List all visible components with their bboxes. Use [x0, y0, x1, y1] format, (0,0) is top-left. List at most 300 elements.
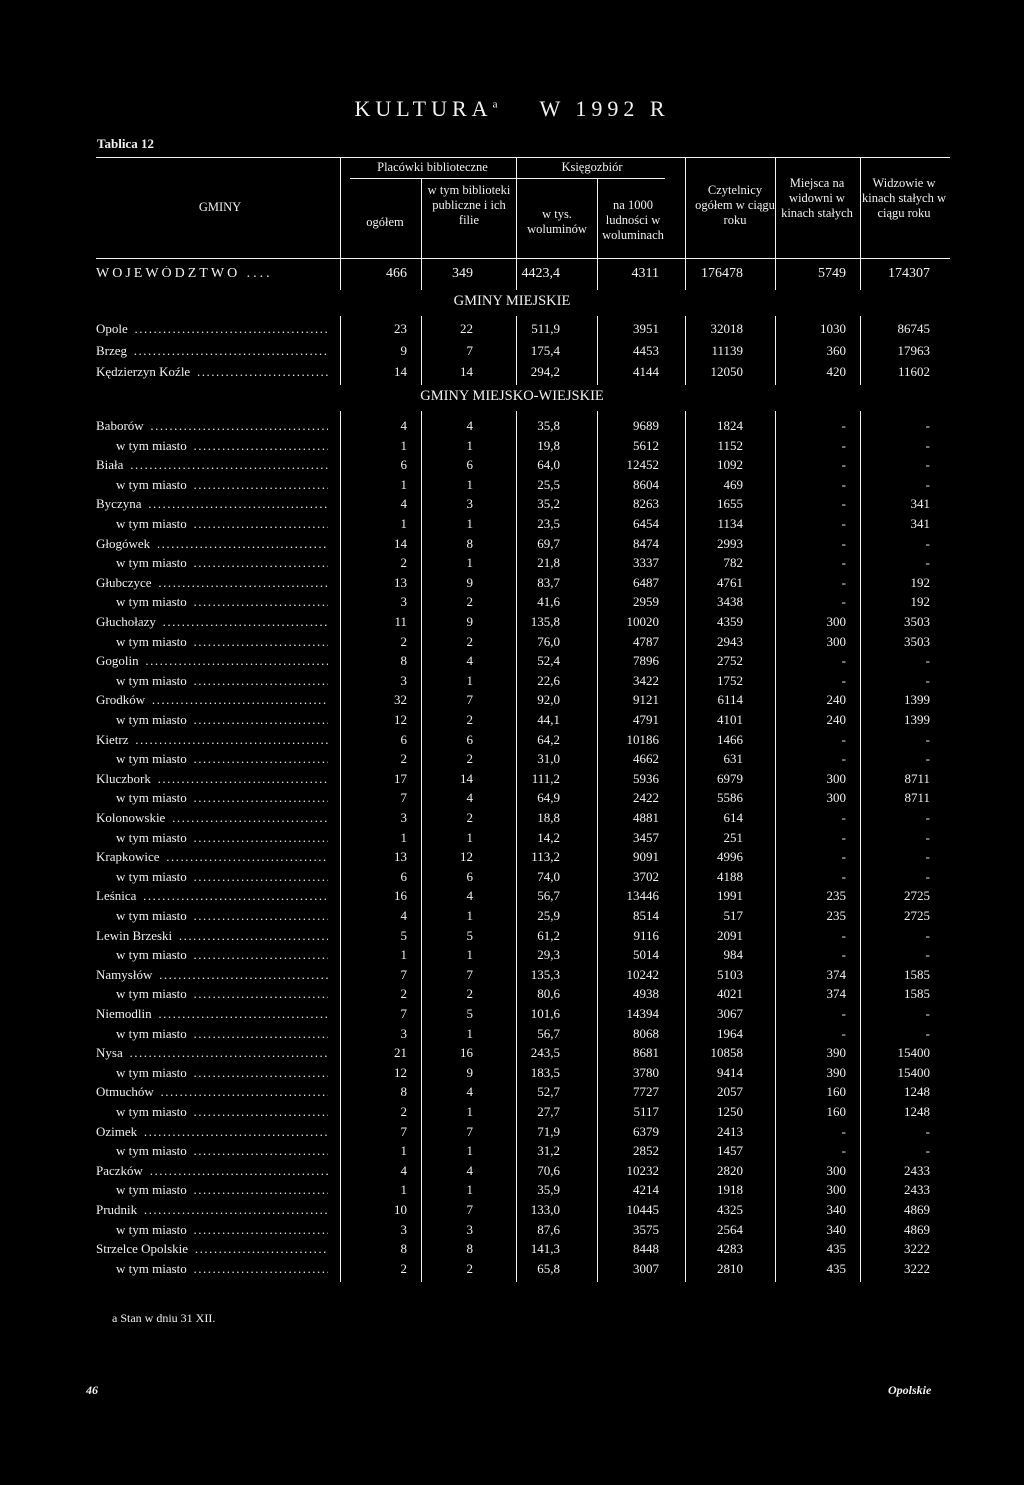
- cell-value: 1134: [717, 516, 743, 531]
- table-row: [0, 438, 1024, 458]
- table-row: [0, 1045, 1024, 1065]
- header-placowki-ogolem: ogółem: [366, 215, 404, 229]
- cell-value: 2820: [717, 1162, 743, 1178]
- cell-value: -: [841, 829, 846, 845]
- row-label: w tym miasto .....: [116, 1104, 328, 1120]
- cell-value: 14394: [626, 1006, 659, 1021]
- cell-value: 4101: [717, 712, 743, 727]
- cell-value: 83,7: [537, 574, 560, 590]
- cell-value: 1092: [717, 457, 743, 473]
- row-label: w tym miasto .....: [116, 869, 328, 885]
- cell-value: 4761: [717, 574, 743, 590]
- cell-value: 4869: [904, 1202, 930, 1217]
- cell-value: 1991: [717, 888, 743, 904]
- cell-value: 349: [452, 266, 473, 281]
- cell-value: 32018: [710, 321, 743, 336]
- row-label: Grodków .....: [96, 692, 328, 708]
- header-bottom-rule: [96, 258, 950, 259]
- cell-value: 56,7: [537, 888, 560, 904]
- row-label: w tym miasto .....: [116, 790, 328, 806]
- cell-value: -: [925, 437, 930, 453]
- cell-value: 1030: [820, 321, 846, 336]
- table-row: [0, 477, 1024, 497]
- cell-value: 5936: [633, 770, 659, 786]
- cell-value: -: [925, 731, 930, 747]
- cell-value: 8068: [633, 1025, 659, 1041]
- table-row: [0, 634, 1024, 654]
- row-label: Niemodlin .....: [96, 1006, 328, 1022]
- row-label: Głubczyce .....: [96, 575, 328, 591]
- cell-value: 3: [400, 672, 407, 688]
- cell-value: 2: [466, 594, 473, 610]
- cell-value: 74,0: [537, 868, 560, 884]
- cell-value: 1824: [717, 418, 743, 433]
- cell-value: -: [841, 1123, 846, 1139]
- cell-value: 2: [400, 633, 407, 649]
- cell-value: 5: [400, 927, 407, 943]
- cell-value: 13: [394, 574, 407, 590]
- cell-value: 1655: [717, 496, 743, 512]
- cell-value: 1: [466, 1104, 473, 1119]
- table-row: [0, 266, 1024, 286]
- cell-value: 10232: [626, 1162, 659, 1178]
- cell-value: 300: [826, 1182, 846, 1198]
- header-ksiegozbior: Księgozbiór: [561, 160, 623, 174]
- cell-value: 2993: [717, 535, 743, 551]
- cell-value: 14,2: [537, 829, 560, 845]
- cell-value: 2943: [717, 633, 743, 649]
- row-label: w tym miasto .....: [116, 1222, 328, 1238]
- cell-value: 14: [460, 364, 473, 379]
- cell-value: 2057: [717, 1084, 743, 1100]
- cell-value: 4869: [904, 1221, 930, 1237]
- cell-value: 1: [466, 947, 473, 963]
- cell-value: 390: [826, 1064, 846, 1080]
- cell-value: 10186: [626, 731, 659, 747]
- cell-value: 3: [466, 1221, 473, 1237]
- cell-value: 64,0: [537, 457, 560, 473]
- cell-value: 11602: [897, 364, 930, 379]
- cell-value: -: [925, 947, 930, 963]
- row-label: Paczków .....: [96, 1163, 328, 1179]
- cell-value: 782: [723, 555, 743, 571]
- table-row: [0, 986, 1024, 1006]
- cell-value: -: [841, 535, 846, 551]
- cell-value: 111,2: [531, 770, 560, 786]
- table-row: [0, 928, 1024, 948]
- table-row: [0, 1241, 1024, 1261]
- cell-value: 11: [394, 614, 407, 629]
- cell-value: 14: [394, 535, 407, 551]
- cell-value: 984: [723, 947, 743, 963]
- cell-value: 31,2: [537, 1143, 560, 1159]
- cell-value: 4325: [717, 1202, 743, 1217]
- cell-value: 420: [826, 364, 846, 379]
- cell-value: 17963: [897, 342, 930, 358]
- row-label: w tym miasto .....: [116, 555, 328, 571]
- cell-value: 9: [466, 614, 473, 629]
- row-label: w tym miasto .....: [116, 712, 328, 728]
- cell-value: 2422: [633, 790, 659, 806]
- cell-value: 341: [910, 496, 930, 512]
- row-label: w tym miasto .....: [116, 438, 328, 454]
- cell-value: 23,5: [537, 516, 560, 531]
- cell-value: 1399: [904, 712, 930, 727]
- header-widzowie: Widzowie w kinach stałych w ciągu roku: [862, 176, 947, 220]
- cell-value: 1: [466, 1182, 473, 1198]
- cell-value: 4021: [717, 986, 743, 1002]
- cell-value: 2413: [717, 1123, 743, 1139]
- cell-value: 300: [826, 790, 846, 806]
- cell-value: 22,6: [537, 672, 560, 688]
- page-number: 46: [86, 1383, 98, 1397]
- cell-value: -: [925, 555, 930, 571]
- table-row: [0, 908, 1024, 928]
- cell-value: 5117: [633, 1104, 659, 1119]
- cell-value: 6: [466, 731, 473, 747]
- cell-value: -: [841, 437, 846, 453]
- cell-value: -: [841, 418, 846, 433]
- row-label: Lewin Brzeski .....: [96, 928, 328, 944]
- cell-value: 23: [394, 321, 407, 336]
- cell-value: 9: [466, 574, 473, 590]
- cell-value: 160: [826, 1104, 846, 1119]
- cell-value: 2: [400, 1260, 407, 1276]
- cell-value: 8263: [633, 496, 659, 512]
- header-placowki-wtym: w tym biblioteki publiczne i ich filie: [427, 183, 511, 227]
- table-row: [0, 771, 1024, 791]
- cell-value: 9: [400, 342, 407, 358]
- table-row: [0, 712, 1024, 732]
- cell-value: 2: [400, 1104, 407, 1119]
- cell-value: 13: [394, 849, 407, 865]
- cell-value: 7: [400, 790, 407, 806]
- cell-value: 12: [394, 1064, 407, 1080]
- cell-value: 183,5: [530, 1064, 560, 1080]
- cell-value: 2: [466, 712, 473, 727]
- cell-value: 4787: [633, 633, 659, 649]
- cell-value: 65,8: [537, 1260, 560, 1276]
- cell-value: -: [925, 751, 930, 767]
- header-sub-rule: [350, 178, 665, 179]
- cell-value: 1: [466, 476, 473, 492]
- table-number: Tablica 12: [97, 136, 154, 151]
- cell-value: -: [925, 476, 930, 492]
- cell-value: 3: [400, 810, 407, 825]
- cell-value: 4881: [633, 810, 659, 825]
- cell-value: 19,8: [537, 437, 560, 453]
- cell-value: 175,4: [530, 342, 560, 358]
- cell-value: 2959: [633, 594, 659, 610]
- cell-value: 7: [400, 1006, 407, 1021]
- row-label: Gogolin .....: [96, 653, 328, 669]
- cell-value: -: [925, 672, 930, 688]
- cell-value: 3438: [717, 594, 743, 610]
- cell-value: 1: [400, 516, 407, 531]
- row-label: w tym miasto .....: [116, 908, 328, 924]
- table-row: [0, 1065, 1024, 1085]
- cell-value: 32: [394, 692, 407, 708]
- cell-value: 1918: [717, 1182, 743, 1198]
- row-label: w tym miasto .....: [116, 947, 328, 963]
- cell-value: 3: [400, 594, 407, 610]
- table-row: [0, 516, 1024, 536]
- cell-value: 69,7: [537, 535, 560, 551]
- cell-value: 3780: [633, 1064, 659, 1080]
- cell-value: -: [925, 1025, 930, 1041]
- row-label: Głogówek .....: [96, 536, 328, 552]
- table-row: [0, 1182, 1024, 1202]
- cell-value: 5: [466, 927, 473, 943]
- cell-value: 64,2: [537, 731, 560, 747]
- table-row: [0, 594, 1024, 614]
- cell-value: 7896: [633, 653, 659, 669]
- cell-value: 1: [466, 1025, 473, 1041]
- row-label: w tym miasto .....: [116, 830, 328, 846]
- row-label: w tym miasto .....: [116, 1261, 328, 1277]
- cell-value: 435: [826, 1241, 846, 1257]
- header-czytelnicy: Czytelnicy ogółem w ciągu roku: [695, 183, 775, 227]
- cell-value: -: [925, 927, 930, 943]
- cell-value: -: [925, 653, 930, 669]
- table-row: [0, 1261, 1024, 1281]
- cell-value: 5586: [717, 790, 743, 806]
- cell-value: 1: [400, 1143, 407, 1159]
- cell-value: 4: [400, 496, 407, 512]
- table-row: [0, 1104, 1024, 1124]
- cell-value: 133,0: [530, 1202, 560, 1217]
- cell-value: 1585: [904, 966, 930, 982]
- row-label: w tym miasto .....: [116, 477, 328, 493]
- cell-value: 76,0: [537, 633, 560, 649]
- cell-value: 614: [723, 810, 743, 825]
- cell-value: 1: [400, 947, 407, 963]
- cell-value: 4996: [717, 849, 743, 865]
- row-label: Kietrz .....: [96, 732, 328, 748]
- cell-value: 4: [466, 418, 473, 433]
- row-label: Otmuchów .....: [96, 1084, 328, 1100]
- cell-value: 9116: [633, 927, 659, 943]
- cell-value: 4938: [633, 986, 659, 1002]
- cell-value: -: [841, 947, 846, 963]
- cell-value: 3337: [633, 555, 659, 571]
- row-label: Byczyna .....: [96, 496, 328, 512]
- cell-value: 3: [466, 496, 473, 512]
- cell-value: 294,2: [530, 364, 560, 379]
- cell-value: 8604: [633, 476, 659, 492]
- cell-value: 1585: [904, 986, 930, 1002]
- cell-value: 4423,4: [521, 266, 560, 281]
- cell-value: 1752: [717, 672, 743, 688]
- cell-value: 71,9: [537, 1123, 560, 1139]
- cell-value: 10858: [710, 1045, 743, 1061]
- table-row: [0, 673, 1024, 693]
- cell-value: 6487: [633, 574, 659, 590]
- row-label: w tym miasto .....: [116, 751, 328, 767]
- cell-value: 435: [826, 1260, 846, 1276]
- section-heading: GMINY MIEJSKO-WIEJSKIE: [420, 388, 604, 404]
- cell-value: 243,5: [530, 1045, 560, 1061]
- cell-value: 2: [400, 555, 407, 571]
- cell-value: 2: [466, 810, 473, 825]
- cell-value: 3702: [633, 868, 659, 884]
- cell-value: 2: [466, 986, 473, 1002]
- cell-value: 7: [466, 1123, 473, 1139]
- cell-value: 631: [723, 751, 743, 767]
- cell-value: 4662: [633, 751, 659, 767]
- table-row: [0, 418, 1024, 438]
- cell-value: 374: [826, 986, 846, 1002]
- cell-value: 1: [466, 672, 473, 688]
- row-label: Głuchołazy .....: [96, 614, 328, 630]
- cell-value: 1: [400, 829, 407, 845]
- cell-value: 511,9: [531, 321, 560, 336]
- table-row: [0, 555, 1024, 575]
- cell-value: 4791: [633, 712, 659, 727]
- cell-value: 4144: [633, 364, 659, 379]
- cell-value: -: [925, 1006, 930, 1021]
- cell-value: -: [925, 535, 930, 551]
- cell-value: -: [841, 731, 846, 747]
- cell-value: 56,7: [537, 1025, 560, 1041]
- cell-value: -: [925, 849, 930, 865]
- cell-value: 25,5: [537, 476, 560, 492]
- cell-value: 4311: [631, 266, 659, 281]
- cell-value: 18,8: [537, 810, 560, 825]
- table-row: [0, 364, 1024, 384]
- cell-value: 12: [460, 849, 473, 865]
- cell-value: 1: [466, 437, 473, 453]
- cell-value: 3503: [904, 614, 930, 629]
- cell-value: 3: [400, 1025, 407, 1041]
- cell-value: 9091: [633, 849, 659, 865]
- cell-value: 52,7: [537, 1084, 560, 1100]
- row-label: Krapkowice .....: [96, 849, 328, 865]
- cell-value: 4453: [633, 342, 659, 358]
- cell-value: 21,8: [537, 555, 560, 571]
- cell-value: 31,0: [537, 751, 560, 767]
- cell-value: 360: [826, 342, 846, 358]
- cell-value: 8: [400, 1241, 407, 1257]
- cell-value: 2852: [633, 1143, 659, 1159]
- cell-value: 4: [400, 1162, 407, 1178]
- cell-value: 3: [400, 1221, 407, 1237]
- cell-value: 70,6: [537, 1162, 560, 1178]
- cell-value: 6: [400, 868, 407, 884]
- cell-value: 8474: [633, 535, 659, 551]
- cell-value: 2: [466, 1260, 473, 1276]
- cell-value: -: [841, 555, 846, 571]
- cell-value: 3067: [717, 1006, 743, 1021]
- cell-value: 7: [466, 692, 473, 708]
- cell-value: -: [841, 810, 846, 825]
- cell-value: 8448: [633, 1241, 659, 1257]
- cell-value: 10242: [626, 966, 659, 982]
- row-label: w tym miasto .....: [116, 986, 328, 1002]
- row-label: w tym miasto .....: [116, 516, 328, 532]
- cell-value: 8: [466, 1241, 473, 1257]
- cell-value: 6: [400, 457, 407, 473]
- cell-value: -: [841, 1143, 846, 1159]
- cell-value: 1399: [904, 692, 930, 708]
- row-label: Biała .....: [96, 457, 328, 473]
- table-row: [0, 1163, 1024, 1183]
- row-label: Kluczbork .....: [96, 771, 328, 787]
- cell-value: 1: [466, 555, 473, 571]
- cell-value: 340: [826, 1221, 846, 1237]
- cell-value: 10: [394, 1202, 407, 1217]
- cell-value: 6454: [633, 516, 659, 531]
- cell-value: 10020: [626, 614, 659, 629]
- cell-value: 135,3: [530, 966, 560, 982]
- cell-value: 7: [400, 1123, 407, 1139]
- cell-value: 4: [466, 790, 473, 806]
- row-label: Namysłów .....: [96, 967, 328, 983]
- cell-value: 4: [400, 418, 407, 433]
- cell-value: 6114: [717, 692, 743, 708]
- table-row: [0, 692, 1024, 712]
- cell-value: 15400: [897, 1045, 930, 1061]
- cell-value: 240: [826, 712, 846, 727]
- cell-value: 1466: [717, 731, 743, 747]
- cell-value: 35,9: [537, 1182, 560, 1198]
- cell-value: 113,2: [531, 849, 560, 865]
- cell-value: 8514: [633, 908, 659, 923]
- table-row: [0, 1222, 1024, 1242]
- table-row: [0, 790, 1024, 810]
- cell-value: 1250: [717, 1104, 743, 1119]
- row-label: w tym miasto .....: [116, 1026, 328, 1042]
- cell-value: 4188: [717, 868, 743, 884]
- cell-value: -: [841, 672, 846, 688]
- cell-value: 341: [910, 516, 930, 531]
- cell-value: -: [841, 574, 846, 590]
- table-row: [0, 1202, 1024, 1222]
- cell-value: 16: [460, 1045, 473, 1061]
- cell-value: -: [841, 751, 846, 767]
- cell-value: 11139: [711, 342, 743, 358]
- cell-value: 9: [466, 1064, 473, 1080]
- cell-value: 35,8: [537, 418, 560, 433]
- row-label: w tym miasto .....: [116, 1182, 328, 1198]
- cell-value: 1248: [904, 1084, 930, 1100]
- cell-value: 6: [400, 731, 407, 747]
- table-row: [0, 457, 1024, 477]
- table-row: [0, 1143, 1024, 1163]
- cell-value: 300: [826, 1162, 846, 1178]
- cell-value: 2810: [717, 1260, 743, 1276]
- cell-value: 6: [466, 868, 473, 884]
- cell-value: -: [841, 516, 846, 531]
- cell-value: 35,2: [537, 496, 560, 512]
- cell-value: 1: [400, 437, 407, 453]
- cell-value: 3007: [633, 1260, 659, 1276]
- cell-value: -: [841, 1006, 846, 1021]
- cell-value: 3951: [633, 321, 659, 336]
- cell-value: -: [841, 849, 846, 865]
- cell-value: 5612: [633, 437, 659, 453]
- cell-value: 176478: [701, 266, 743, 281]
- footnote: a Stan w dniu 31 XII.: [112, 1311, 216, 1325]
- cell-value: 3575: [633, 1221, 659, 1237]
- cell-value: 1: [400, 1182, 407, 1198]
- table-row: [0, 575, 1024, 595]
- cell-value: 2564: [717, 1221, 743, 1237]
- row-label: w tym miasto .....: [116, 1143, 328, 1159]
- cell-value: 64,9: [537, 790, 560, 806]
- cell-value: 160: [826, 1084, 846, 1100]
- row-label: w tym miasto .....: [116, 1065, 328, 1081]
